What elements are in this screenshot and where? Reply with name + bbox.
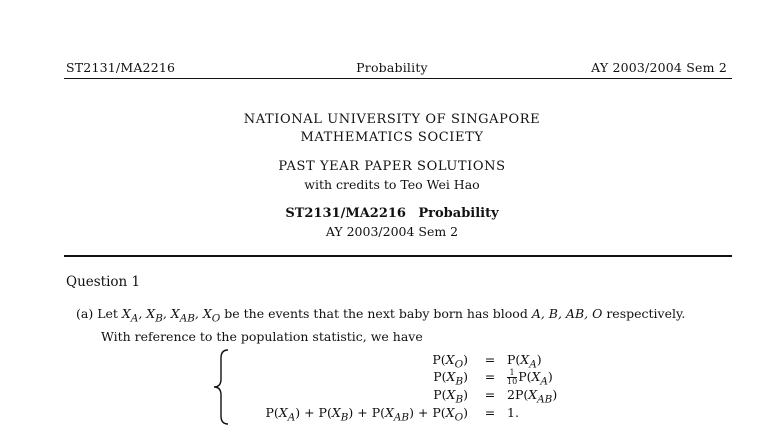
part-label: (a) xyxy=(76,306,94,321)
header-subject: Probability xyxy=(356,60,428,75)
eq4-lhs: $P(X_A) + P(X_B) + P(X_{AB}) + P(X_O)$ xyxy=(265,405,468,424)
course-title xyxy=(0,205,784,223)
eq1-rhs: $P(X_A)$ xyxy=(507,352,542,371)
title-block xyxy=(0,111,784,147)
question-heading: Question 1 xyxy=(66,274,141,290)
header-semester: AY 2003/2004 Sem 2 xyxy=(591,60,727,75)
course-block xyxy=(0,205,784,241)
course-code: ST2131/MA2216 xyxy=(285,206,406,221)
eq3-op: = xyxy=(484,387,496,402)
eq4-op: = xyxy=(484,405,496,420)
left-brace-icon xyxy=(210,348,238,426)
university-name: NATIONAL UNIVERSITY OF SINGAPORE xyxy=(243,112,541,127)
eq1-lhs: $P(X_O)$ xyxy=(432,352,468,371)
section-rule xyxy=(64,255,732,257)
header-rule xyxy=(64,78,732,79)
header-course-code: ST2131/MA2216 xyxy=(66,60,176,75)
eq2-lhs: $P(X_B)$ xyxy=(433,369,468,388)
eq3-rhs: $2P(X_{AB})$ xyxy=(507,387,558,406)
course-semester: AY 2003/2004 Sem 2 xyxy=(325,224,459,239)
event-symbols: $X_A$, $X_B$, $X_{AB}$, $X_O$ xyxy=(121,306,221,325)
intro-end: respectively. xyxy=(606,306,686,321)
question-part-a xyxy=(76,305,736,346)
intro-rest: be the events that the next baby born has blood xyxy=(224,306,528,321)
course-name: Probability xyxy=(418,206,499,221)
eq3-lhs: $P(X_B)$ xyxy=(433,387,468,406)
eq2-op: = xyxy=(484,369,496,384)
credits-line: with credits to Teo Wei Hao xyxy=(304,177,480,192)
society-name: MATHEMATICS SOCIETY xyxy=(300,130,484,145)
intro-prefix: Let xyxy=(97,306,118,321)
solutions-title: PAST YEAR PAPER SOLUTIONS xyxy=(278,159,506,174)
subtitle-block xyxy=(0,158,784,194)
eq2-fraction: $\frac{1}{10}$ xyxy=(507,368,518,386)
blood-types: A, B, AB, O xyxy=(531,306,603,321)
eq1-op: = xyxy=(484,352,496,367)
eq4-rhs: 1. xyxy=(507,405,519,420)
eq2-rhs: $\frac{1}{10}$ $P(X_A)$ xyxy=(507,368,553,388)
intro-line2: With reference to the population statistic, we have xyxy=(101,328,423,344)
